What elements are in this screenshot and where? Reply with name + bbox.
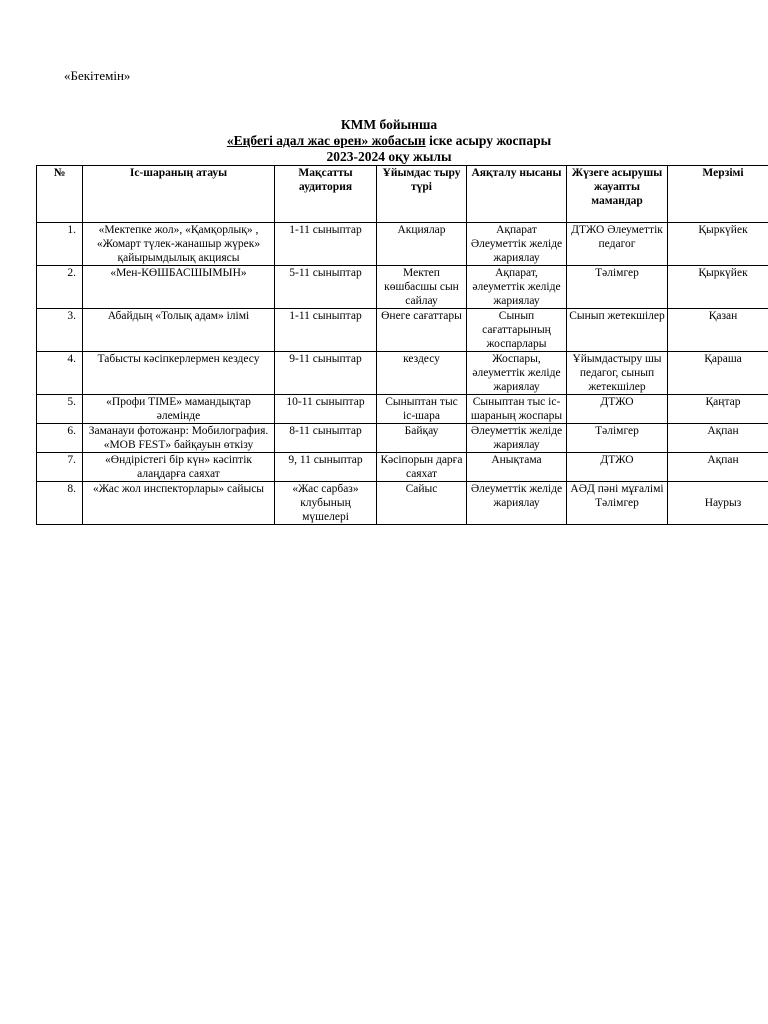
project-name: «Еңбегі адал жас өрен» жобасын bbox=[226, 133, 426, 148]
date: Қаңтар bbox=[668, 395, 768, 424]
header-completion-form: Аяқталу нысаны bbox=[467, 166, 567, 223]
completion-form: Сынып сағаттарының жоспарлары bbox=[467, 309, 567, 352]
format: Сыныптан тыс іс-шара bbox=[377, 395, 467, 424]
document-title bbox=[0, 117, 768, 165]
format: Өнеге сағаттары bbox=[377, 309, 467, 352]
event-name: Заманауи фотожанр: Мобилография. «MOB FEST» байқауын өткізу bbox=[83, 424, 275, 453]
row-number: 7. bbox=[37, 453, 83, 482]
table-row bbox=[37, 453, 768, 482]
event-name: «Өндірістегі бір күн» кәсіптік алаңдарға саяхат bbox=[83, 453, 275, 482]
row-number: 6. bbox=[37, 424, 83, 453]
responsible: ДТЖО bbox=[567, 453, 668, 482]
table-row bbox=[37, 424, 768, 453]
header-event-name: Іс-шараның атауы bbox=[83, 166, 275, 223]
table-row bbox=[37, 223, 768, 266]
table-row bbox=[37, 266, 768, 309]
event-name: «Жас жол инспекторлары» сайысы bbox=[83, 482, 275, 525]
target-audience: «Жас сарбаз» клубының мүшелері bbox=[275, 482, 377, 525]
row-number: 4. bbox=[37, 352, 83, 395]
responsible: АӘД пәні мұғалімі Тәлімгер bbox=[567, 482, 668, 525]
completion-form: Әлеуметтік желіде жариялау bbox=[467, 424, 567, 453]
target-audience: 10-11 сыныптар bbox=[275, 395, 377, 424]
target-audience: 9-11 сыныптар bbox=[275, 352, 377, 395]
date: Қыркүйек bbox=[668, 223, 768, 266]
event-name: «Мен-КӨШБАСШЫМЫН» bbox=[83, 266, 275, 309]
completion-form: Сыныптан тыс іс-шараның жоспары bbox=[467, 395, 567, 424]
date: Наурыз bbox=[668, 482, 768, 525]
title-line-2 bbox=[0, 133, 768, 149]
table-row bbox=[37, 482, 768, 525]
row-number: 8. bbox=[37, 482, 83, 525]
completion-form: Әлеуметтік желіде жариялау bbox=[467, 482, 567, 525]
date: Қазан bbox=[668, 309, 768, 352]
header-date: Мерзімі bbox=[668, 166, 768, 223]
title-line-1: КММ бойынша bbox=[340, 117, 438, 132]
event-name: «Профи TIME» мамандықтар әлемінде bbox=[83, 395, 275, 424]
header-target-audience: Мақсатты аудитория bbox=[275, 166, 377, 223]
target-audience: 8-11 сыныптар bbox=[275, 424, 377, 453]
event-name: «Мектепке жол», «Қамқорлық» , «Жомарт түлек-жанашыр жүрек» қайырымдылық акциясы bbox=[83, 223, 275, 266]
responsible: ДТЖО bbox=[567, 395, 668, 424]
format: Кәсіпорын дарға саяхат bbox=[377, 453, 467, 482]
format: Мектеп көшбасшы сын сайлау bbox=[377, 266, 467, 309]
format: Акциялар bbox=[377, 223, 467, 266]
table-row bbox=[37, 395, 768, 424]
table-row bbox=[37, 309, 768, 352]
header-responsible: Жүзеге асырушы жауапты мамандар bbox=[567, 166, 668, 223]
header-format: Ұйымдас тыру түрі bbox=[377, 166, 467, 223]
title-line-3: 2023-2024 оқу жылы bbox=[326, 149, 452, 164]
row-number: 3. bbox=[37, 309, 83, 352]
completion-form: Анықтама bbox=[467, 453, 567, 482]
target-audience: 9, 11 сыныптар bbox=[275, 453, 377, 482]
row-number: 1. bbox=[37, 223, 83, 266]
responsible: Ұйымдастыру шы педагог, сынып жетекшілер bbox=[567, 352, 668, 395]
approval-stamp-text: «Бекітемін» bbox=[64, 68, 131, 83]
date: Ақпан bbox=[668, 453, 768, 482]
title-line-2-rest: іске асыру жоспары bbox=[425, 133, 552, 148]
event-name: Табысты кәсіпкерлермен кездесу bbox=[83, 352, 275, 395]
plan-table bbox=[36, 165, 768, 525]
header-number: № bbox=[37, 166, 83, 223]
event-name: Абайдың «Толық адам» ілімі bbox=[83, 309, 275, 352]
responsible: ДТЖО Әлеуметтік педагог bbox=[567, 223, 668, 266]
completion-form: Ақпарат, әлеуметтік желіде жариялау bbox=[467, 266, 567, 309]
table-row bbox=[37, 352, 768, 395]
format: Байқау bbox=[377, 424, 467, 453]
row-number: 2. bbox=[37, 266, 83, 309]
completion-form: Жоспары, әлеуметтік желіде жариялау bbox=[467, 352, 567, 395]
date: Қараша bbox=[668, 352, 768, 395]
target-audience: 1-11 сыныптар bbox=[275, 309, 377, 352]
table-header-row bbox=[37, 166, 768, 223]
completion-form: Ақпарат Әлеуметтік желіде жариялау bbox=[467, 223, 567, 266]
target-audience: 1-11 сыныптар bbox=[275, 223, 377, 266]
responsible: Тәлімгер bbox=[567, 424, 668, 453]
date: Қыркүйек bbox=[668, 266, 768, 309]
responsible: Сынып жетекшілер bbox=[567, 309, 668, 352]
row-number: 5. bbox=[37, 395, 83, 424]
responsible: Тәлімгер bbox=[567, 266, 668, 309]
date: Ақпан bbox=[668, 424, 768, 453]
format: кездесу bbox=[377, 352, 467, 395]
format: Сайыс bbox=[377, 482, 467, 525]
target-audience: 5-11 сыныптар bbox=[275, 266, 377, 309]
